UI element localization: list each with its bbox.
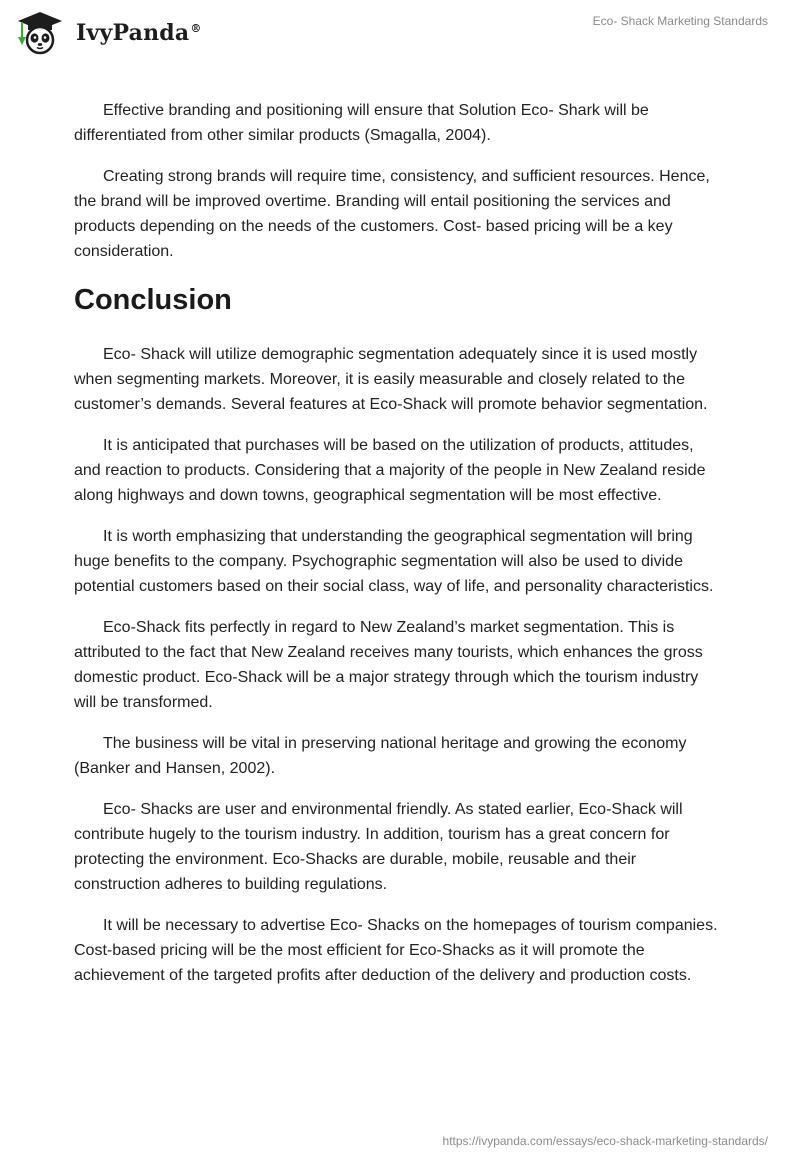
paragraph: It is worth emphasizing that understanding the geographical segmentation will bring huge benefits to the company. Psychographic segmentation will also be used to divide potential customers based on their social class, way of life, and personality characteristics. (74, 528, 714, 595)
paragraph: Eco-Shack fits perfectly in regard to New Zealand’s market segmentation. This is attributed to the fact that New Zealand receives many tourists, which enhances the gross domestic product. Eco-Shack will be a major strategy through which the tourism industry will be transformed. (74, 619, 703, 711)
paragraph: Eco- Shack will utilize demographic segmentation adequately since it is used mostly when segmenting markets. Moreover, it is easily measurable and closely related to the customer’s demands. Several features at Eco-Shack will promote behavior segmentation. (74, 346, 708, 413)
paragraph: It is anticipated that purchases will be based on the utilization of products, attitudes, and reaction to products. Considering that a majority of the people in New Zealand reside along highways and down towns, geographical segmentation will be most effective. (74, 437, 706, 504)
paragraph: Creating strong brands will require time, consistency, and sufficient resources. Hence, the brand will be improved overtime. Branding will entail positioning the services and products depending on the needs of the customers. Cost- based pricing will be a key consideration. (74, 168, 710, 260)
essay-content (74, 98, 724, 1004)
paragraph: Effective branding and positioning will ensure that Solution Eco- Shark will be differentiated from other similar products (Smagalla, 2004). (74, 102, 649, 144)
ivypanda-logo[interactable] (14, 9, 202, 55)
section-heading-conclusion: Conclusion (74, 284, 232, 316)
paragraph: The business will be vital in preserving national heritage and growing the economy (Banker and Hansen, 2002). (74, 735, 687, 777)
document-title: Eco- Shack Marketing Standards (592, 14, 768, 28)
source-url[interactable]: https://ivypanda.com/essays/eco-shack-marketing-standards/ (442, 1134, 768, 1148)
paragraph: Eco- Shacks are user and environmental friendly. As stated earlier, Eco-Shack will contribute hugely to the tourism industry. In addition, tourism has a great concern for protecting the environment. Eco-Shacks are durable, mobile, reusable and their construction adheres to building regulations. (74, 801, 683, 893)
page-header (0, 0, 800, 64)
paragraph: It will be necessary to advertise Eco- Shacks on the homepages of tourism companies. Cost-based pricing will be the most efficient for Eco-Shacks as it will promote the achievement of the targeted profits after deduction of the delivery and production costs. (74, 917, 718, 984)
logo-wordmark: IvyPanda® (76, 20, 202, 46)
panda-graduate-icon (14, 9, 70, 55)
